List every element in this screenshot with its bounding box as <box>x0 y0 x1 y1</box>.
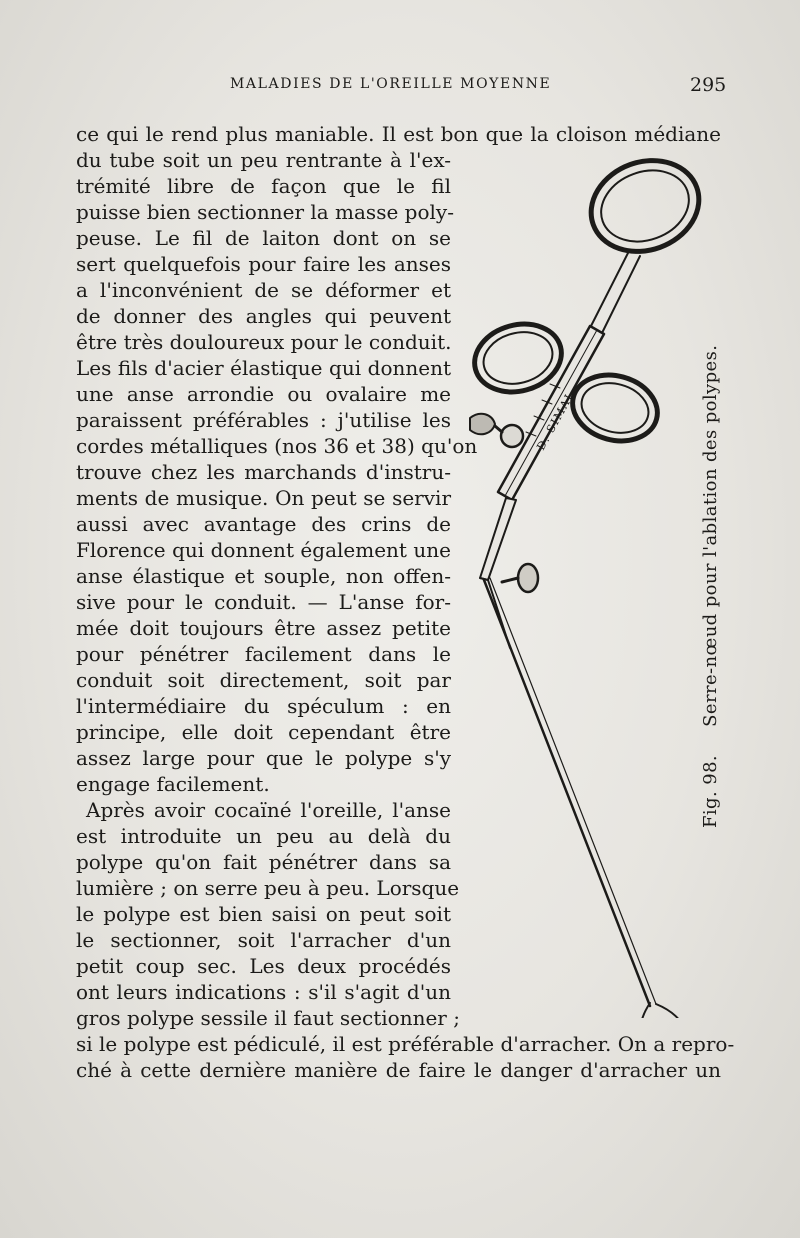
body-line-19: sive pour le conduit. — L'anse for- <box>76 590 451 614</box>
body-line-29: polype qu'on fait pénétrer dans sa <box>76 850 451 874</box>
body-line-8: de donner des angles qui peuvent <box>76 304 451 328</box>
body-line-22: conduit soit directement, soit par <box>76 668 451 692</box>
body-line-15: ments de musique. On peut se servir <box>76 486 451 510</box>
body-line-37: ché à cette dernière manière de faire le danger d'arracher un <box>76 1058 721 1082</box>
maker-engraving: D. SIMAL <box>534 388 578 453</box>
figure-caption <box>700 345 721 828</box>
body-line-33: petit coup sec. Les deux procédés <box>76 954 451 978</box>
body-line-31: le polype est bien saisi on peut soit <box>76 902 451 926</box>
body-line-18: anse élastique et souple, non offen- <box>76 564 451 588</box>
body-line-34: ont leurs indications : s'il s'agit d'un <box>76 980 451 1004</box>
body-line-35: gros polype sessile il faut sectionner ; <box>76 1006 460 1030</box>
body-line-27: Après avoir cocaïné l'oreille, l'anse <box>86 798 451 822</box>
body-line-25: assez large pour que le polype s'y <box>76 746 451 770</box>
body-line-14: trouve chez les marchands d'instru- <box>76 460 451 484</box>
body-line-1: ce qui le rend plus maniable. Il est bon que la cloison médiane <box>76 122 721 146</box>
body-line-28: est introduite un peu au delà du <box>76 824 451 848</box>
body-line-12: paraissent préférables : j'utilise les <box>76 408 451 432</box>
body-line-23: l'intermédiaire du spéculum : en <box>76 694 451 718</box>
body-line-21: pour pénétrer facilement dans le <box>76 642 451 666</box>
body-line-36: si le polype est pédiculé, il est préférable d'arracher. On a repro- <box>76 1032 735 1056</box>
body-line-2: du tube soit un peu rentrante à l'ex- <box>76 148 451 172</box>
body-line-20: mée doit toujours être assez petite <box>76 616 451 640</box>
page-number: 295 <box>690 74 727 96</box>
running-head: MALADIES DE L'OREILLE MOYENNE <box>230 76 552 92</box>
body-line-13: cordes métalliques (nos 36 et 38) qu'on <box>76 434 478 458</box>
snare-instrument-illustration <box>440 148 730 1018</box>
body-line-11: une anse arrondie ou ovalaire me <box>76 382 451 406</box>
body-line-5: peuse. Le fil de laiton dont on se <box>76 226 451 250</box>
body-line-32: le sectionner, soit l'arracher d'un <box>76 928 451 952</box>
body-line-17: Florence qui donnent également une <box>76 538 451 562</box>
body-line-9: être très douloureux pour le conduit. <box>76 330 452 354</box>
body-line-16: aussi avec avantage des crins de <box>76 512 451 536</box>
figure-number: Fig. 98. <box>700 754 721 828</box>
body-line-10: Les fils d'acier élastique qui donnent <box>76 356 451 380</box>
body-line-3: trémité libre de façon que le fil <box>76 174 451 198</box>
body-line-26: engage facilement. <box>76 772 270 796</box>
body-line-30: lumière ; on serre peu à peu. Lorsque <box>76 876 460 900</box>
body-line-6: sert quelquefois pour faire les anses <box>76 252 451 276</box>
body-line-4: puisse bien sectionner la masse poly- <box>76 200 454 224</box>
figure-caption-text: Serre-nœud pour l'ablation des polypes. <box>700 344 721 727</box>
body-line-24: principe, elle doit cependant être <box>76 720 451 744</box>
body-line-7: a l'inconvénient de se déformer et <box>76 278 451 302</box>
